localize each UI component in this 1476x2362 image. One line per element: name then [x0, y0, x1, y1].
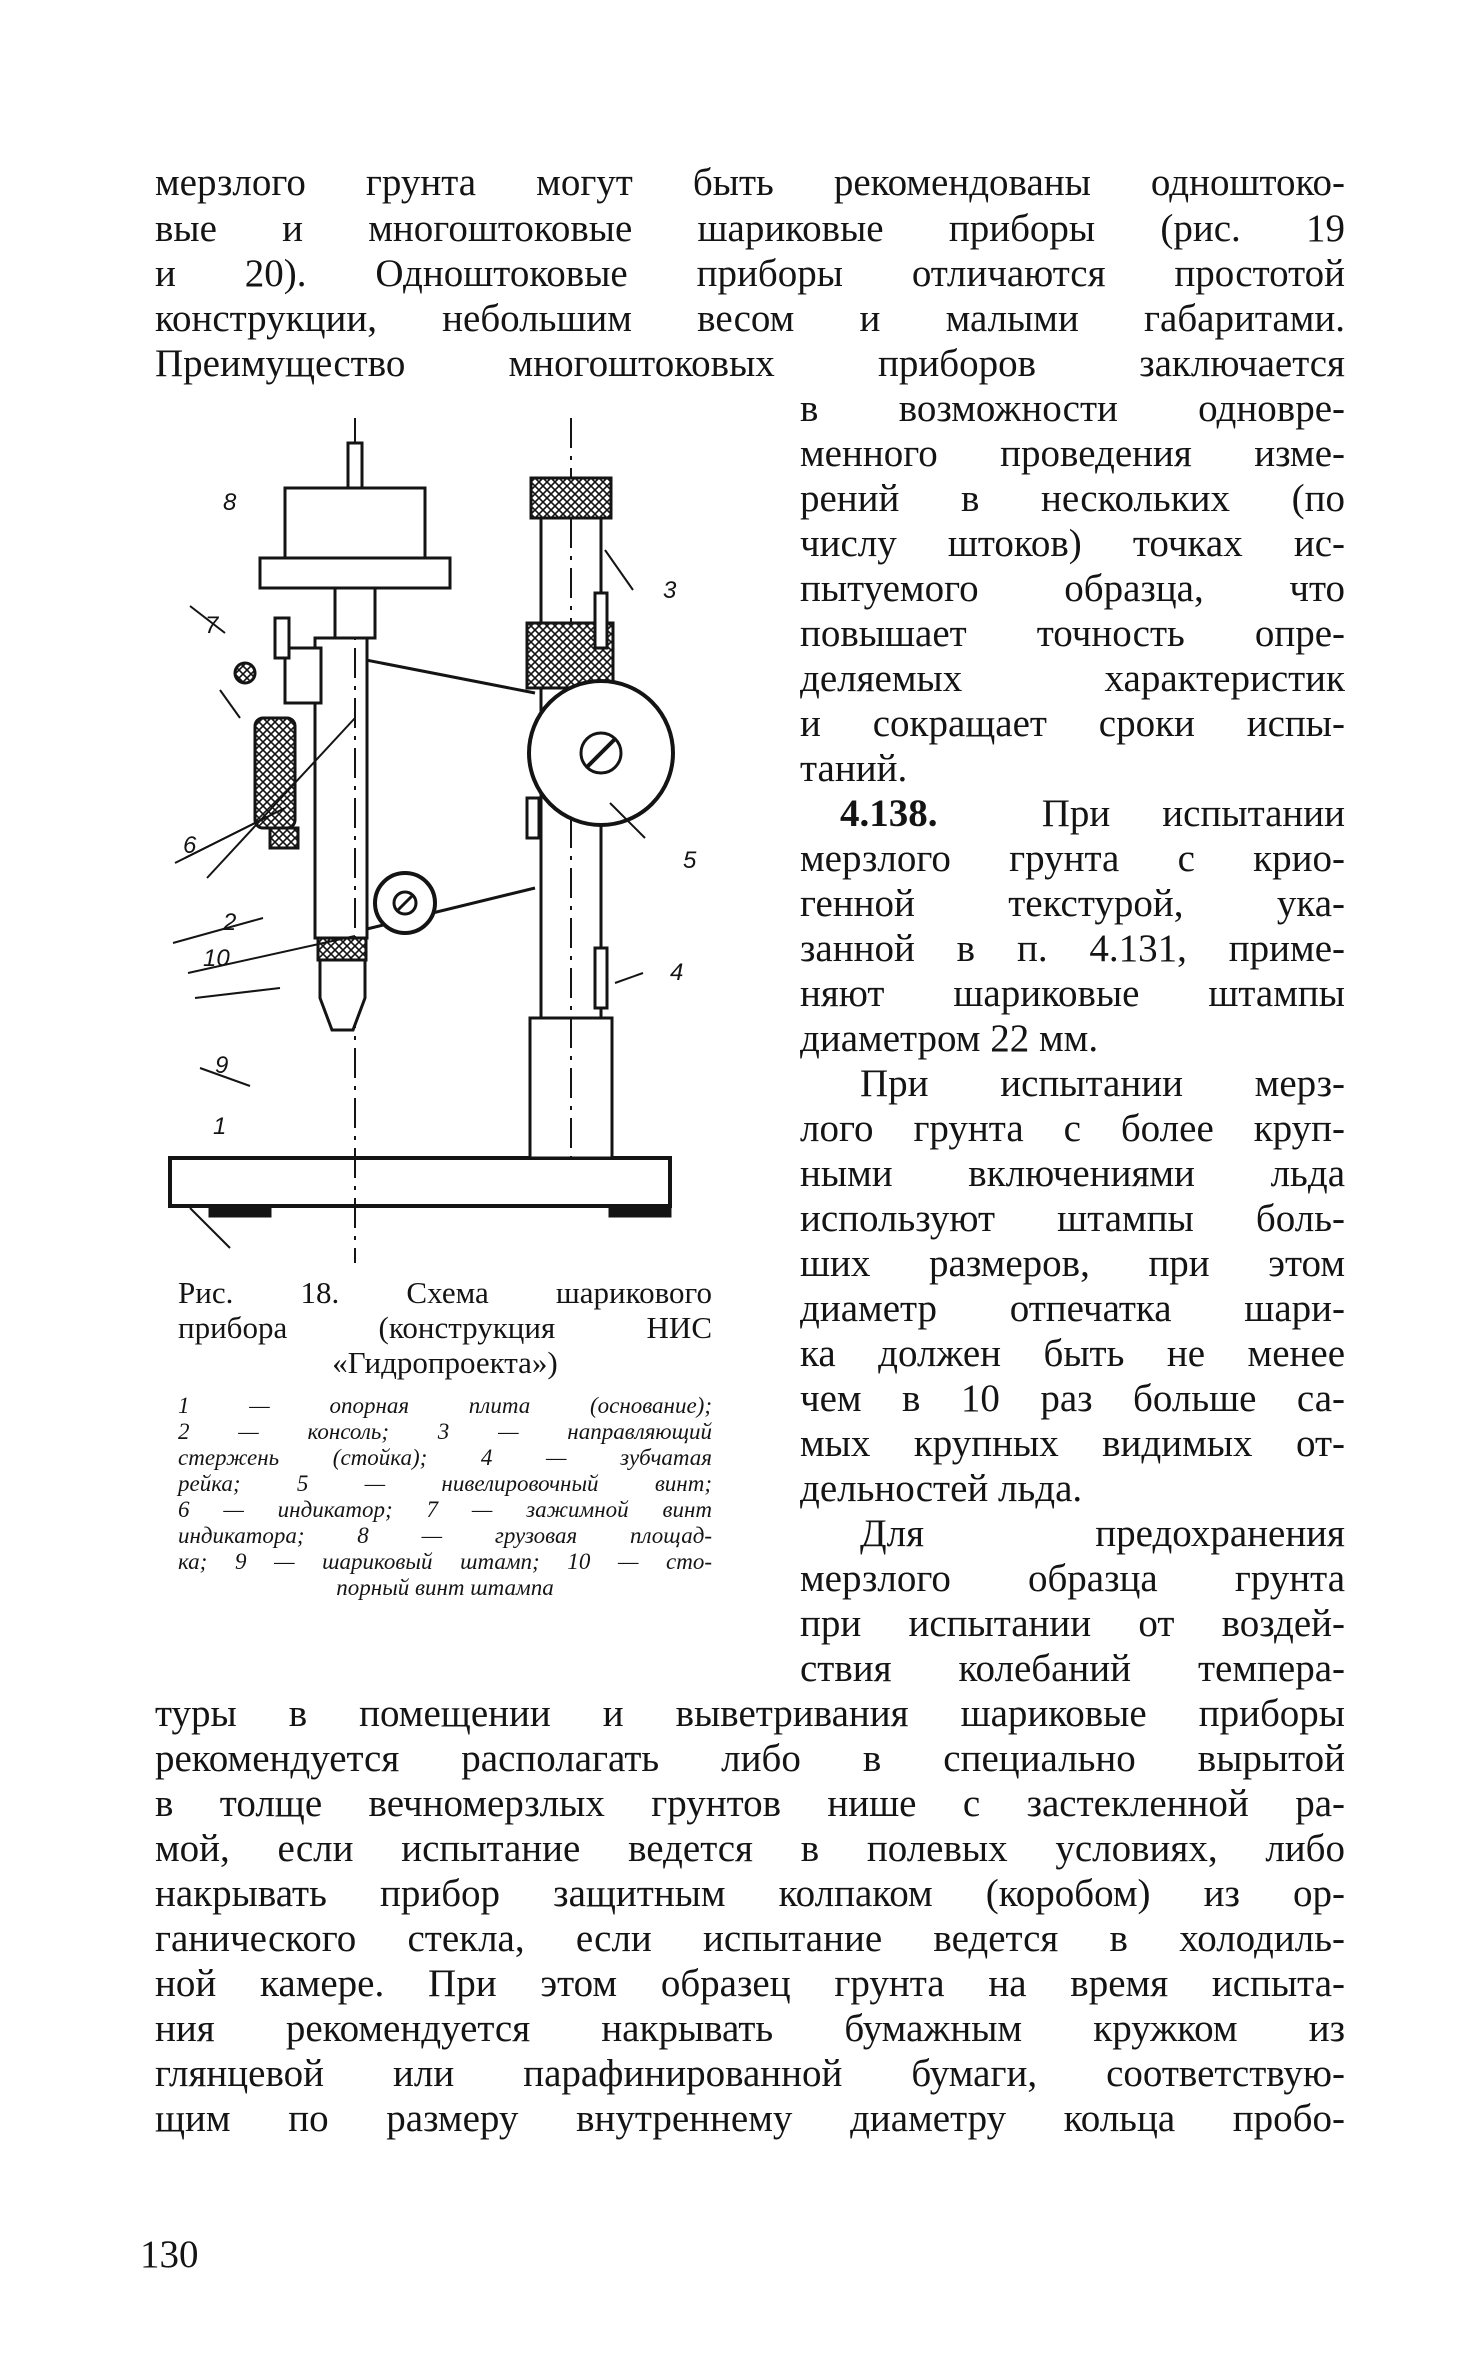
side-line: Для предохранения	[860, 1512, 1345, 1555]
page-number: 130	[140, 2233, 199, 2276]
body-line: вые и многоштоковые шариковые приборы (рис. 19	[155, 207, 1345, 250]
clamp-screw	[235, 663, 255, 683]
body-line: щим по размеру внутреннему диаметру кольца пробо-	[155, 2097, 1345, 2140]
figure-caption: Рис. 18. Схема шарикового	[178, 1275, 712, 1310]
side-line: менного проведения изме-	[800, 432, 1345, 475]
callout-6: 6	[183, 832, 197, 859]
body-line: ной камере. При этом образец грунта на время испыта-	[155, 1962, 1345, 2005]
side-line: генной текстурой, ука-	[800, 882, 1345, 925]
body-line: мой, если испытание ведется в полевых условиях, либо	[155, 1827, 1345, 1870]
section-number: 4.138.	[840, 792, 938, 835]
body-line: туры в помещении и выветривания шариковые приборы	[155, 1692, 1345, 1735]
side-line: в возможности одновре-	[800, 387, 1345, 430]
figure-legend-line: рейка; 5 — нивелировочный винт;	[178, 1471, 712, 1496]
body-line: ния рекомендуется накрывать бумажным кружком из	[155, 2007, 1345, 2050]
side-line: няют шариковые штампы	[800, 972, 1345, 1015]
side-line: при испытании от воздей-	[800, 1602, 1345, 1645]
load-weight	[285, 488, 425, 558]
side-line: занной в п. 4.131, приме-	[800, 927, 1345, 970]
side-line: рений в нескольких (по	[800, 477, 1345, 520]
side-line: числу штоков) точках ис-	[800, 522, 1345, 565]
body-line: глянцевой или парафинированной бумаги, соответствую-	[155, 2052, 1345, 2095]
side-line: используют штампы боль-	[800, 1197, 1345, 1240]
side-line: повышает точность опре-	[800, 612, 1345, 655]
body-line: накрывать прибор защитным колпаком (коробом) из ор-	[155, 1872, 1345, 1915]
side-line	[840, 791, 1345, 836]
body-line: мерзлого грунта могут быть рекомендованы одноштоко-	[155, 161, 1345, 204]
base-foot	[210, 1206, 270, 1216]
figure-caption: прибора (конструкция НИС	[178, 1310, 712, 1345]
figure-legend-line: 1 — опорная плита (основание);	[178, 1393, 712, 1418]
body-line: ганического стекла, если испытание ведется в холодиль-	[155, 1917, 1345, 1960]
side-line: ших размеров, при этом	[800, 1242, 1345, 1285]
side-line: чем в 10 раз больше са-	[800, 1377, 1345, 1420]
side-line: таний.	[800, 747, 908, 790]
callout-10: 10	[203, 945, 230, 972]
side-line: ка должен быть не менее	[800, 1332, 1345, 1375]
figure-legend-line: 2 — консоль; 3 — направляющий	[178, 1419, 712, 1444]
body-line: Преимущество многоштоковых приборов заключается	[155, 342, 1345, 385]
side-line-text: При испытании	[1041, 792, 1346, 835]
side-line: мерзлого образца грунта	[800, 1557, 1345, 1600]
side-line: дельностей льда.	[800, 1467, 1083, 1510]
callout-5: 5	[683, 847, 697, 874]
callout-2: 2	[223, 909, 237, 936]
body-line: рекомендуется располагать либо в специально вырытой	[155, 1737, 1345, 1780]
stamp-collar	[318, 938, 366, 960]
figure-caption: «Гидропроекта»)	[332, 1345, 558, 1380]
load-platform	[260, 558, 450, 588]
side-line: ными включениями льда	[800, 1152, 1345, 1195]
rack	[595, 593, 607, 648]
base-foot	[610, 1206, 670, 1216]
figure-legend-line: ка; 9 — шариковый штамп; 10 — сто-	[178, 1549, 712, 1574]
indicator-body	[255, 718, 295, 828]
side-line: мерзлого грунта с крио-	[800, 837, 1345, 880]
callout-8: 8	[223, 489, 237, 516]
ball-stamp	[320, 960, 365, 1030]
callout-4: 4	[670, 959, 684, 986]
side-line: ствия колебаний темпера-	[800, 1647, 1345, 1690]
base-plate	[170, 1158, 670, 1206]
side-line: деляемых характеристик	[800, 657, 1345, 700]
figure-legend-line: индикатора; 8 — грузовая площад-	[178, 1523, 712, 1548]
figure-legend-line: 6 — индикатор; 7 — зажимной винт	[178, 1497, 712, 1522]
side-line: диаметром 22 мм.	[800, 1017, 1099, 1060]
top-knurled-nut	[531, 478, 611, 518]
body-line: конструкции, небольшим весом и малыми габаритами.	[155, 297, 1345, 340]
console-rod	[315, 638, 367, 938]
body-line: в толще вечномерзлых грунтов нише с застекленной ра-	[155, 1782, 1345, 1825]
rack-lower	[595, 948, 607, 1008]
side-line: диаметр отпечатка шари-	[800, 1287, 1345, 1330]
side-line: При испытании мерз-	[860, 1062, 1345, 1105]
figure-legend-line: стержень (стойка); 4 — зубчатая	[178, 1445, 712, 1470]
side-line: пытуемого образца, что	[800, 567, 1345, 610]
body-line: и 20). Одноштоковые приборы отличаются простотой	[155, 252, 1345, 295]
figure-legend-line: порный винт штампа	[336, 1575, 554, 1600]
callout-1: 1	[213, 1113, 227, 1140]
callout-9: 9	[215, 1052, 229, 1079]
side-line: лого грунта с более круп-	[800, 1107, 1345, 1150]
callout-7: 7	[205, 612, 219, 639]
callout-3: 3	[663, 577, 677, 604]
device-diagram	[155, 418, 775, 1263]
side-line: и сокращает сроки испы-	[800, 702, 1345, 745]
side-line: мых крупных видимых от-	[800, 1422, 1345, 1465]
